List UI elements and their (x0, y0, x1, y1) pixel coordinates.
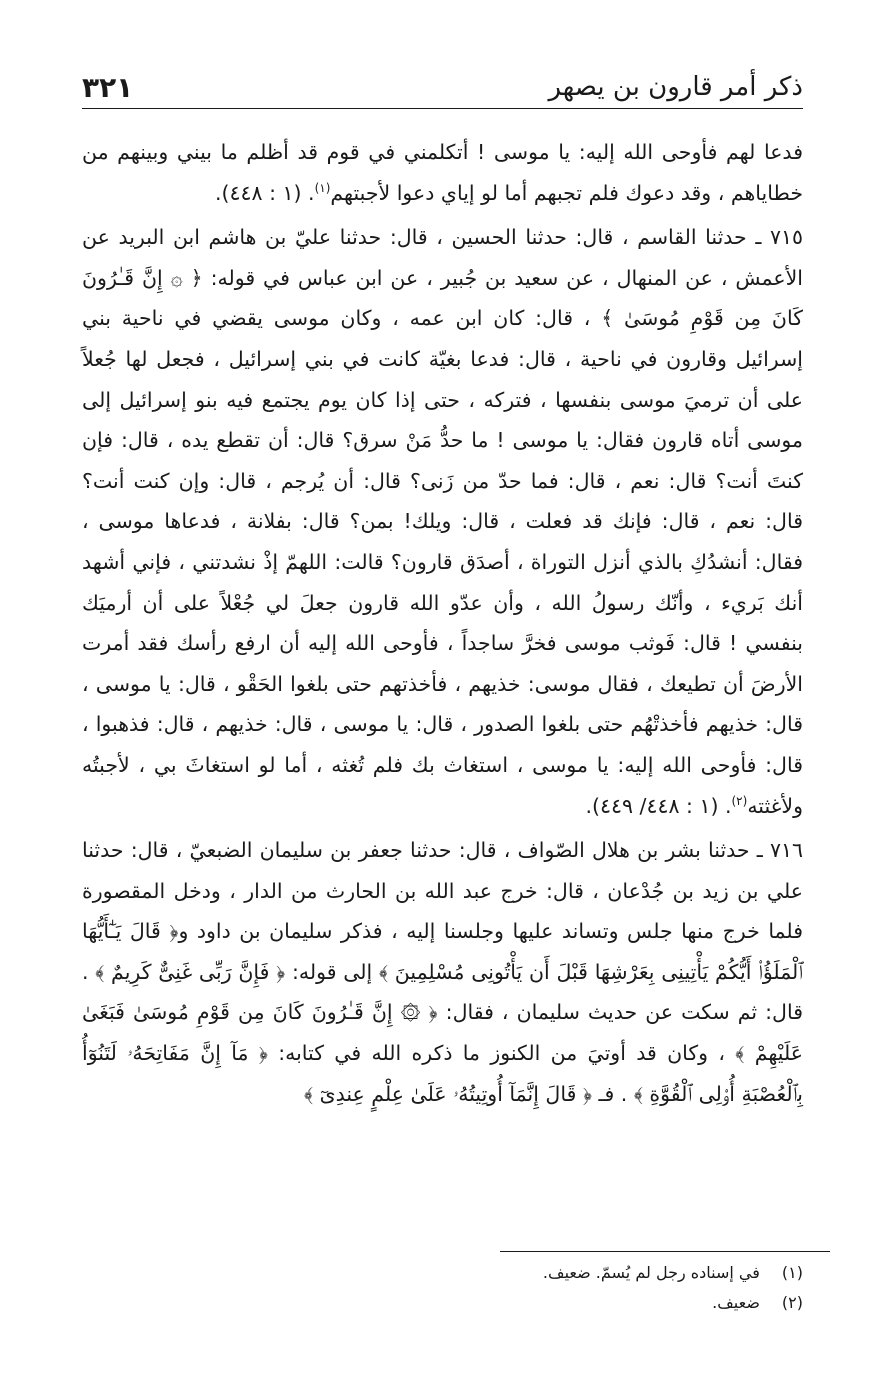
footnote-reference: (٢) (731, 793, 748, 808)
paragraph-citation: . (١ : ٤٤٨/ ٤٤٩). (585, 793, 732, 818)
footnote-text: ضعيف. (712, 1293, 760, 1312)
paragraph-hadith-715 (82, 217, 803, 826)
footnote-number: (٢) (781, 1293, 803, 1312)
paragraph-citation: . (١ : ٤٤٨). (215, 180, 315, 205)
footnote-text: في إسناده رجل لم يُسمّ. ضعيف. (542, 1263, 760, 1282)
footnote-reference: (١) (314, 180, 331, 195)
main-text (82, 132, 803, 1118)
running-title: ذكر أمر قارون بن يصهر (548, 72, 803, 102)
paragraph-text: فدعا لهم فأوحى الله إليه: يا موسى ! أتكلمني في قوم قد أظلم ما بيني وبينهم من خطاياهم ، وقد دعوك فلم تجبهم أما لو إياي دعوا لأجبتهم (82, 140, 803, 205)
footnote-item (82, 1288, 803, 1318)
footnotes (82, 1258, 803, 1318)
paragraph (82, 132, 803, 213)
footnote-number: (١) (781, 1263, 803, 1282)
footnote-item (82, 1258, 803, 1288)
footnote-divider (500, 1251, 830, 1252)
page-header (82, 64, 803, 109)
paragraph-hadith-716 (82, 830, 803, 1114)
paragraph-text: ٧١٥ ـ حدثنا القاسم ، قال: حدثنا الحسين ، قال: حدثنا عليّ بن هاشم ابن البريد عن الأعمش ، عن المنهال ، عن سعيد بن جُبير ، عن ابن عباس في قوله: ﴿ ۞ إِنَّ قَـٰرُونَ كَانَ مِن قَوْمِ مُوسَىٰ ﴾ ، قال: كان ابن عمه ، وكان موسى يقضي في ناحية بني إسرائيل وقارون في ناحية ، قال: فدعا بغيّة كانت في بني إسرائيل ، فجعل لها جُعلاً على أن ترميَ موسى بنفسها ، فتركه ، حتى إذا كان يوم يجتمع فيه بنو إسرائيل إلى موسى أتاه قارون فقال: يا موسى ! ما حدُّ مَنْ سرق؟ قال: أن تقطع يده ، قال: فإن كنتَ أنت؟ قال: نعم ، قال: فما حدّ من زَنى؟ قال: أن يُرجم ، قال: وإن كنت أنت؟ قال: نعم ، قال: فإنك قد فعلت ، قال: ويلك! بمن؟ قال: بفلانة ، فدعاها موسى ، فقال: أنشدُكِ بالذي أنزل التوراة ، أصدَق قارون؟ قالت: اللهمّ إذْ نشدتني ، فإني أشهد أنك بَريء ، وأنّك رسولُ الله ، وأن عدّو الله قارون جعلَ لي جُعْلاً على أن أرميَك بنفسي ! قال: فَوثب موسى فخرَّ ساجداً ، فأوحى الله إليه أن ارفع رأسك فقد أمرت الأرضَ أن تطيعك ، فقال موسى: خذيهم ، فأخذتهم حتى بلغوا الحَقْو ، قال: يا موسى ، قال: خذيهم فأخذتْهُم حتى بلغوا الصدور ، قال: يا موسى ، قال: خذيهم ، قال: فذهبوا ، قال: فأوحى الله إليه: يا موسى ، استغاث بك فلم تُغثه ، أما لو استغاثَ بي ، لأجبتُه ولأغثته (82, 225, 803, 818)
paragraph-text: ٧١٦ ـ حدثنا بشر بن هلال الصّواف ، قال: حدثنا جعفر بن سليمان الضبعيّ ، قال: حدثنا علي بن زيد بن جُدْعان ، قال: خرج عبد الله بن الحارث من الدار ، ودخل المقصورة فلما خرج منها جلس وتساند عليها وجلسنا إليه ، فذكر سليمان بن داود و﴿ قَالَ يَـٰٓأَيُّهَا ٱلْمَلَؤُا۟ أَيُّكُمْ يَأْتِينِى بِعَرْشِهَا قَبْلَ أَن يَأْتُونِى مُسْلِمِينَ ﴾ إلى قوله: ﴿ فَإِنَّ رَبِّى غَنِىٌّ كَرِيمٌ ﴾ . قال: ثم سكت عن حديث سليمان ، فقال: ﴿ ۞ إِنَّ قَـٰرُونَ كَانَ مِن قَوْمِ مُوسَىٰ فَبَغَىٰ عَلَيْهِمْ ﴾ ، وكان قد أوتيَ من الكنوز ما ذكره الله في كتابه: ﴿ مَآ إِنَّ مَفَاتِحَهُۥ لَتَنُوٓأُ بِٱلْعُصْبَةِ أُو۟لِى ٱلْقُوَّةِ ﴾ . فـ ﴿ قَالَ إِنَّمَآ أُوتِيتُهُۥ عَلَىٰ عِلْمٍ عِندِىٓ ﴾ (82, 838, 803, 1106)
page-number: ٣٢١ (82, 71, 134, 104)
